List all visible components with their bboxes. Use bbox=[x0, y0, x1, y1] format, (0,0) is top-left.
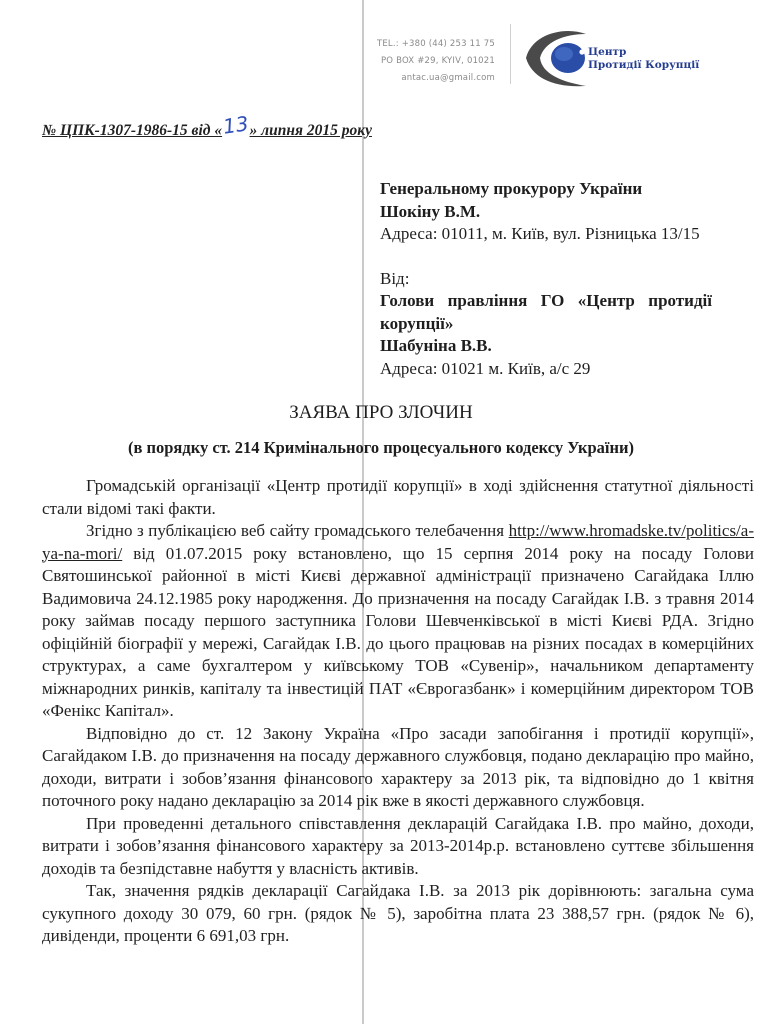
handwritten-day: 13 bbox=[221, 111, 251, 139]
paragraph-1: Громадській організації «Центр протидії корупції» в ході здійснення статутної діяльності стали відомі такі факти. bbox=[42, 476, 754, 518]
addressee-block bbox=[380, 178, 720, 380]
logo-line-2: Протидії Корупції bbox=[588, 59, 700, 71]
recipient-name: Шокіну В.М. bbox=[380, 201, 481, 221]
sender-word: протидії bbox=[648, 291, 712, 310]
reference-prefix: № ЦПК-1307-1986-15 від « bbox=[42, 122, 223, 139]
logo-text bbox=[588, 46, 699, 72]
sender-title-line-2: корупції» bbox=[380, 313, 454, 333]
paragraph-2-text: від 01.07.2015 року встановлено, що 15 серпня 2014 року на посаду Голови Святошинської районної в місті Києві державної адміністрації призначено Сагайдака Іллю Вадимовича 24.12.1985 року народження. До призначення на посаду Сагайдак І.В. з травня 2014 року займав посаду першого заступника Голови Шевченківської в місті Києві РДА. Згідно офіційній біографії у мережі, Сагайдак І.В. до цього працював на різних посадах в комерційних структурах, а саме бухгалтером у київському ТОВ «Сувенір», начальником департаменту міжнародних ринків, капіталу та інвестицій ПАТ «Єврогазбанк» і комерційним директором ТОВ «Фенікс Капітал». bbox=[42, 543, 754, 720]
sender-name: Шабуніна В.В. bbox=[380, 336, 492, 355]
logo-line-1: Центр bbox=[588, 46, 627, 58]
reference-number bbox=[42, 111, 372, 140]
recipient-title: Генеральному прокурору України bbox=[380, 179, 643, 198]
reference-suffix: » липня 2015 року bbox=[249, 122, 372, 139]
hromadske-link[interactable]: http://www.hromadske.tv/politics/a-ya-na-mori/ bbox=[42, 521, 754, 563]
document-body bbox=[42, 475, 754, 948]
contact-email: antac.ua@gmail.com bbox=[401, 73, 495, 83]
paragraph-2 bbox=[42, 520, 754, 723]
letterhead-contacts bbox=[377, 36, 495, 87]
sender-word: Голови bbox=[380, 291, 435, 310]
sender-word: «Центр bbox=[577, 291, 635, 310]
eye-logo-icon bbox=[524, 28, 594, 90]
organization-logo bbox=[524, 28, 714, 90]
sender-title-line-1 bbox=[380, 290, 712, 313]
letterhead-divider bbox=[510, 24, 511, 84]
paragraph-5: Так, значення рядків декларації Сагайдака І.В. за 2013 рік дорівнюють: загальна сума сукупного доходу 30 079, 60 грн. (рядок № 5), заробітна плата 23 388,57 грн. (рядок № 6), дивіденди, проценти 6 691,03 грн. bbox=[42, 881, 754, 945]
sender-word: ГО bbox=[540, 291, 565, 310]
document-subtitle: (в порядку ст. 214 Кримінального процесуального кодексу України) bbox=[127, 438, 635, 457]
sender-word: правління bbox=[447, 291, 528, 310]
recipient-address: Адреса: 01011, м. Київ, вул. Різницька 13/15 bbox=[380, 224, 700, 243]
paragraph-4: При проведенні детального співставлення декларацій Сагайдака І.В. про майно, доходи, витрати і зобов’язання фінансового характеру за 2013-2014р.р. встановлено суттєве збільшення доходів та безпідставне набуття у власність активів. bbox=[42, 813, 754, 878]
document-title: ЗАЯВА ПРО ЗЛОЧИН bbox=[289, 402, 473, 423]
paragraph-2-intro: Згідно з публікацією веб сайту громадського телебачення bbox=[86, 521, 509, 540]
sender-label: Від: bbox=[380, 268, 410, 288]
contact-po-box: PO BOX #29, KYIV, 01021 bbox=[380, 56, 495, 66]
sender-address: Адреса: 01021 м. Київ, а/с 29 bbox=[380, 358, 591, 378]
paragraph-3: Відповідно до ст. 12 Закону Україна «Про засади запобігання і протидії корупції», Сагайдаком І.В. до призначення на посаду державного службовця, подано декларацію про майно, доходи, витрати і зобов’язання фінансового характеру за 2013 рік, та відповідно до 1 квітня поточного року надано декларацію за 2014 рік вже в якості державного службовця. bbox=[42, 723, 754, 810]
contact-phone: TEL.: +380 (44) 253 11 75 bbox=[376, 39, 495, 49]
